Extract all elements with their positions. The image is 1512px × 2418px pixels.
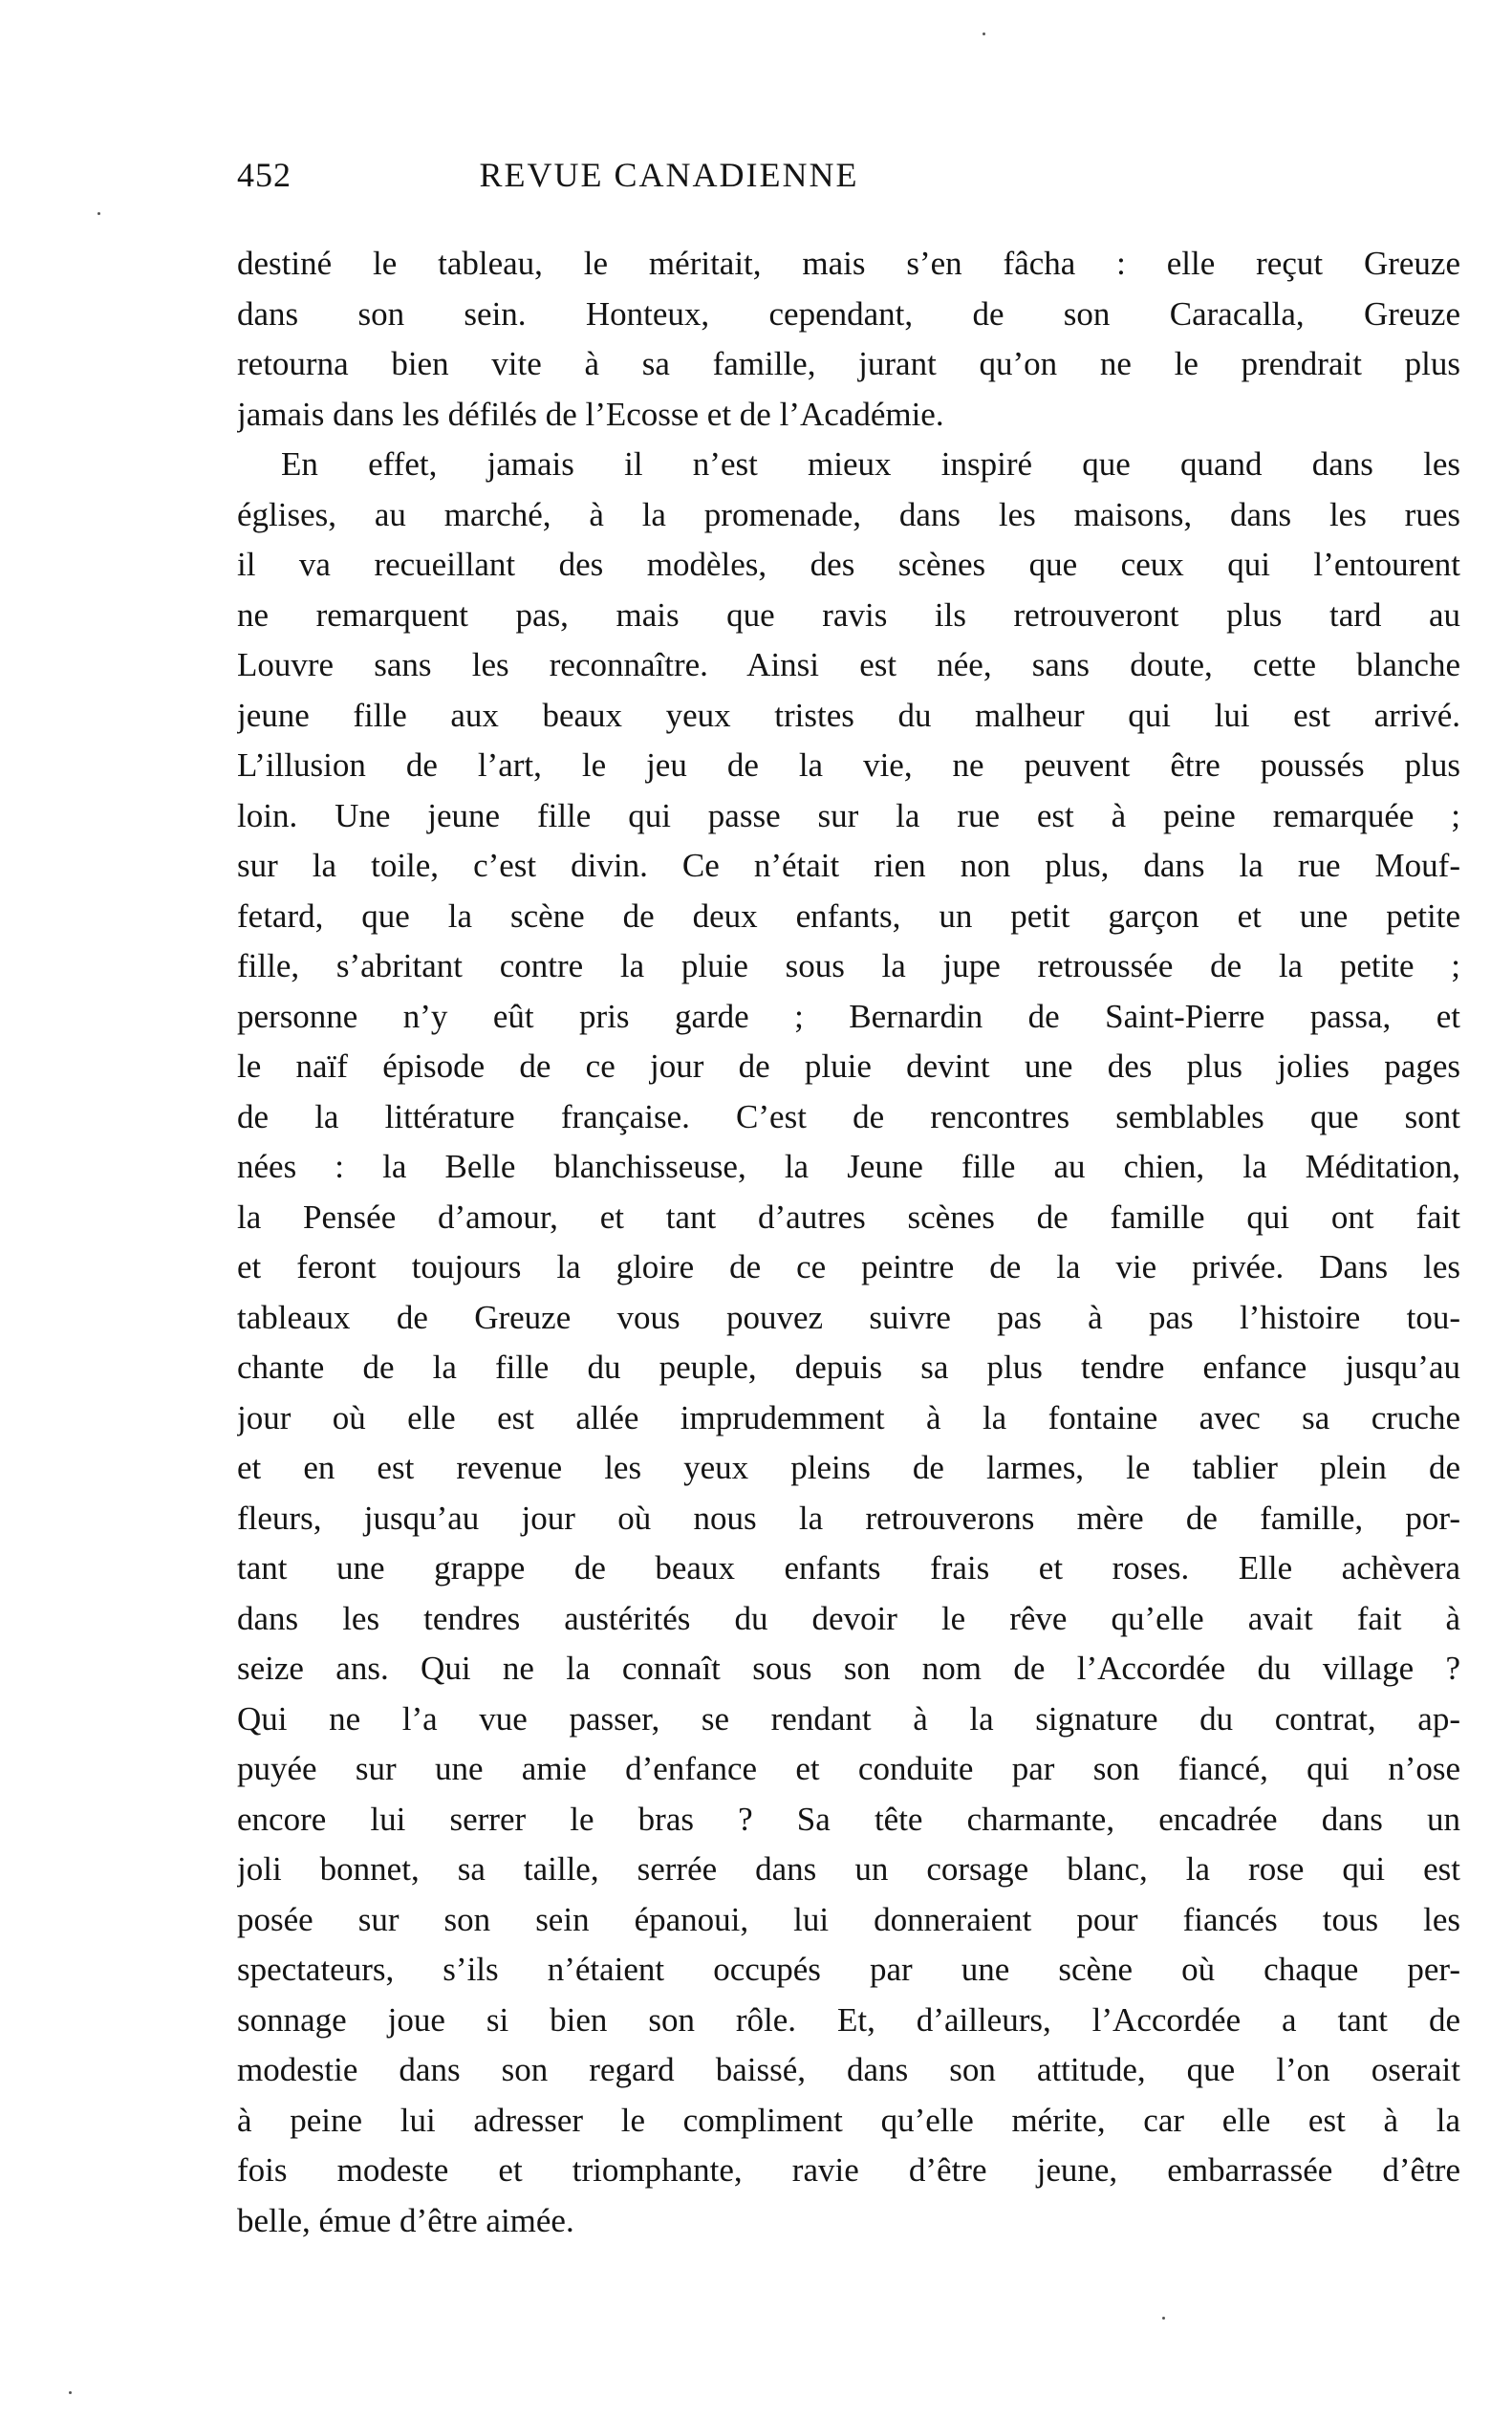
- text-line: loin. Une jeune fille qui passe sur la rue est à peine remarquée ;: [237, 796, 1460, 834]
- text-line: sonnage joue si bien son rôle. Et, d’ailleurs, l’Accordée a tant de: [237, 2000, 1460, 2039]
- text-line: destiné le tableau, le méritait, mais s’en fâcha : elle reçut Greuze: [237, 245, 1460, 282]
- text-line: spectateurs, s’ils n’étaient occupés par une scène où chaque per-: [237, 1951, 1460, 1988]
- text-line: tant une grappe de beaux enfants frais et roses. Elle achèvera: [237, 1549, 1460, 1587]
- text-line: et feront toujours la gloire de ce peintre de la vie privée. Dans les: [237, 1248, 1460, 1285]
- text-line: joli bonnet, sa taille, serrée dans un corsage blanc, la rose qui est: [237, 1850, 1460, 1888]
- text-line: ne remarquent pas, mais que ravis ils retrouveront plus tard au: [237, 595, 1460, 634]
- body-text: [237, 239, 1460, 2246]
- text-line: fetard, que la scène de deux enfants, un petit garçon et une petite: [237, 896, 1460, 935]
- text-line: retourna bien vite à sa famille, jurant qu’on ne le prendrait plus: [237, 345, 1460, 382]
- text-line: jeune fille aux beaux yeux tristes du malheur qui lui est arrivé.: [237, 696, 1460, 734]
- text-line: fille, s’abritant contre la pluie sous la jupe retroussée de la petite ;: [237, 947, 1460, 984]
- text-line: encore lui serrer le bras ? Sa tête charmante, encadrée dans un: [237, 1800, 1460, 1838]
- text-line: En effet, jamais il n’est mieux inspiré que quand dans les: [281, 445, 1460, 483]
- text-line: de la littérature française. C’est de rencontres semblables que sont: [237, 1097, 1460, 1135]
- scan-speck: [983, 32, 985, 35]
- text-line: et en est revenue les yeux pleins de larmes, le tablier plein de: [237, 1449, 1460, 1486]
- text-line: à peine lui adresser le compliment qu’elle mérite, car elle est à la: [237, 2101, 1460, 2139]
- text-line: personne n’y eût pris garde ; Bernardin de Saint-Pierre passa, et: [237, 997, 1460, 1035]
- page-number: 452: [237, 156, 292, 194]
- text-line: il va recueillant des modèles, des scènes que ceux qui l’entourent: [237, 546, 1460, 583]
- text-line: modestie dans son regard baissé, dans son attitude, que l’on oserait: [237, 2051, 1460, 2088]
- text-line: la Pensée d’amour, et tant d’autres scènes de famille qui ont fait: [237, 1198, 1460, 1236]
- text-line: fois modeste et triomphante, ravie d’être jeune, embarrassée d’être: [237, 2151, 1460, 2189]
- running-head: [237, 155, 1101, 203]
- text-line: tableaux de Greuze vous pouvez suivre pas à pas l’histoire tou-: [237, 1298, 1460, 1336]
- text-line: chante de la fille du peuple, depuis sa plus tendre enfance jusqu’au: [237, 1349, 1460, 1386]
- text-line: églises, au marché, à la promenade, dans les maisons, dans les rues: [237, 495, 1460, 533]
- text-line: fleurs, jusqu’au jour où nous la retrouverons mère de famille, por-: [237, 1499, 1460, 1537]
- scan-speck: [97, 212, 100, 215]
- text-line: seize ans. Qui ne la connaît sous son nom de l’Accordée du village ?: [237, 1650, 1460, 1687]
- text-line: belle, émue d’être aimée.: [237, 2201, 574, 2239]
- journal-title: REVUE CANADIENNE: [479, 156, 859, 194]
- text-line: jour où elle est allée imprudemment à la fontaine avec sa cruche: [237, 1398, 1460, 1436]
- text-line: puyée sur une amie d’enfance et conduite par son fiancé, qui n’ose: [237, 1750, 1460, 1787]
- text-line: L’illusion de l’art, le jeu de la vie, ne peuvent être poussés plus: [237, 746, 1460, 784]
- text-line: le naïf épisode de ce jour de pluie devint une des plus jolies pages: [237, 1047, 1460, 1085]
- text-line: jamais dans les défilés de l’Ecosse et de l’Académie.: [237, 395, 944, 433]
- text-line: nées : la Belle blanchisseuse, la Jeune fille au chien, la Méditation,: [237, 1148, 1460, 1185]
- text-line: dans son sein. Honteux, cependant, de son Caracalla, Greuze: [237, 294, 1460, 333]
- text-line: Louvre sans les reconnaître. Ainsi est née, sans doute, cette blanche: [237, 646, 1460, 683]
- text-line: posée sur son sein épanoui, lui donneraient pour fiancés tous les: [237, 1900, 1460, 1938]
- text-line: sur la toile, c’est divin. Ce n’était rien non plus, dans la rue Mouf-: [237, 847, 1460, 884]
- scan-speck: [1162, 2317, 1165, 2320]
- scan-speck: [69, 2391, 72, 2394]
- text-line: dans les tendres austérités du devoir le rêve qu’elle avait fait à: [237, 1599, 1460, 1637]
- text-line: Qui ne l’a vue passer, se rendant à la signature du contrat, ap-: [237, 1699, 1460, 1738]
